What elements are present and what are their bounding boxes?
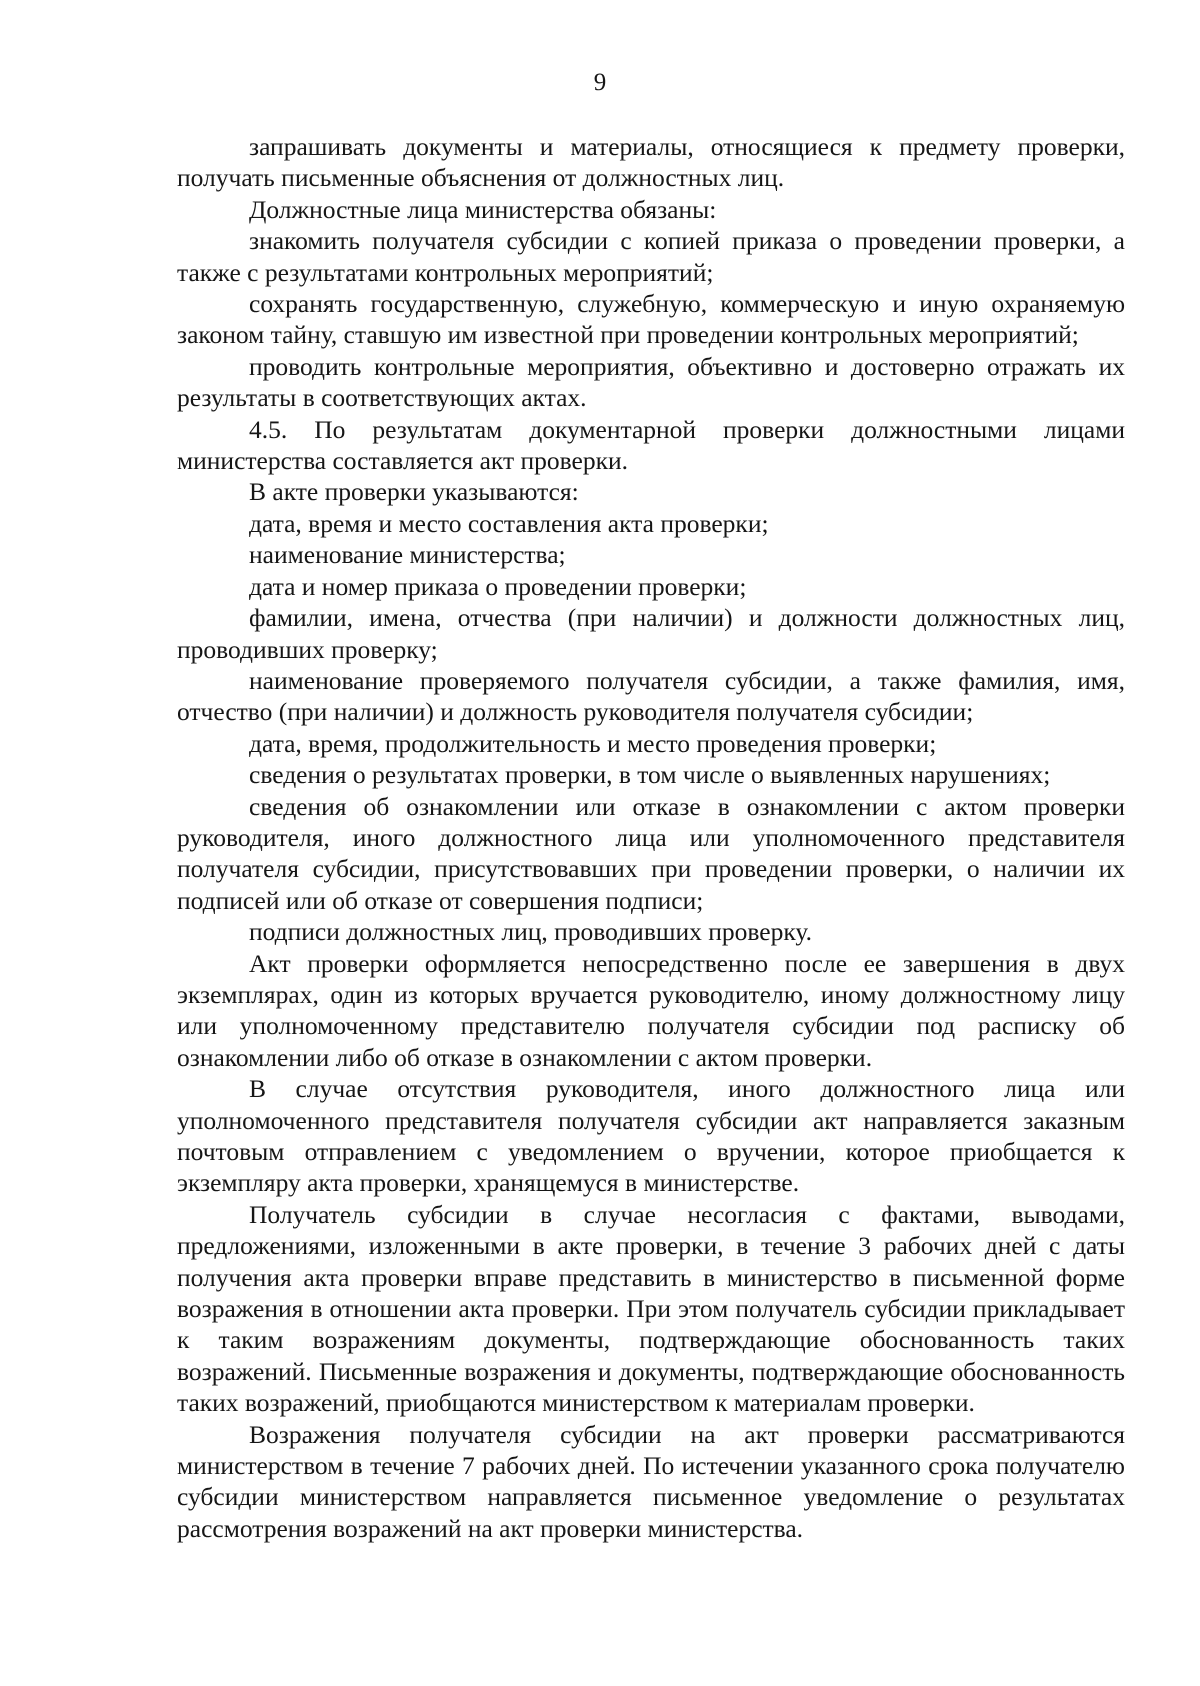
paragraph: дата, время и место составления акта проверки; — [249, 508, 769, 538]
paragraph: Акт проверки оформляется непосредственно после ее завершения в двух экземплярах, один из которых вручается руководителю, иному должностному лицу или уполномоченному представителю получателя субсидии под расписку об ознакомлении либо об отказе в ознакомлении с актом проверки. — [177, 948, 1125, 1072]
page-number: 9 — [593, 69, 607, 96]
paragraph: 4.5. По результатам документарной проверки должностными лицами министерства составляется акт проверки. — [177, 414, 1125, 476]
document-body — [177, 131, 1125, 1544]
paragraph: сведения об ознакомлении или отказе в ознакомлении с актом проверки руководителя, иного должностного лица или уполномоченного представителя получателя субсидии, присутствовавших при проведении проверки, о наличии их подписей или об отказе от совершения подписи; — [177, 791, 1125, 915]
paragraph: Получатель субсидии в случае несогласия с фактами, выводами, предложениями, изложенными в акте проверки, в течение 3 рабочих дней с даты получения акта проверки вправе представить в министерство в письменной форме возражения в отношении акта проверки. При этом получатель субсидии прикладывает к таким возражениям документы, подтверждающие обоснованность таких возражений. Письменные возражения и документы, подтверждающие обоснованность таких возражений, приобщаются министерством к материалам проверки. — [177, 1199, 1125, 1418]
paragraph: Возражения получателя субсидии на акт проверки рассматриваются министерством в течение 7 рабочих дней. По истечении указанного срока получателю субсидии министерством направляется письменное уведомление о результатах рассмотрения возражений на акт проверки министерства. — [177, 1419, 1125, 1543]
paragraph: наименование проверяемого получателя субсидии, а также фамилия, имя, отчество (при наличии) и должность руководителя получателя субсидии; — [177, 665, 1125, 727]
paragraph: В акте проверки указываются: — [249, 477, 579, 507]
paragraph: наименование министерства; — [249, 540, 566, 570]
paragraph: дата и номер приказа о проведении проверки; — [249, 571, 747, 601]
paragraph: сохранять государственную, служебную, коммерческую и иную охраняемую законом тайну, ставшую им известной при проведении контрольных мероприятий; — [177, 289, 1125, 350]
paragraph: запрашивать документы и материалы, относящиеся к предмету проверки, получать письменные объяснения от должностных лиц. — [177, 132, 1125, 193]
paragraph: дата, время, продолжительность и место проведения проверки; — [249, 728, 937, 758]
paragraph: проводить контрольные мероприятия, объективно и достоверно отражать их результаты в соответствующих актах. — [177, 351, 1125, 413]
paragraph: фамилии, имена, отчества (при наличии) и должности должностных лиц, проводивших проверку; — [177, 603, 1125, 664]
paragraph: Должностные лица министерства обязаны: — [249, 194, 717, 224]
paragraph: В случае отсутствия руководителя, иного должностного лица или уполномоченного представителя получателя субсидии акт направляется заказным почтовым отправлением с уведомлением о вручении, которое приобщается к экземпляру акта проверки, хранящемуся в министерстве. — [177, 1074, 1125, 1198]
paragraph: подписи должностных лиц, проводивших проверку. — [249, 917, 812, 947]
paragraph: сведения о результатах проверки, в том числе о выявленных нарушениях; — [249, 760, 1051, 790]
paragraph: знакомить получателя субсидии с копией приказа о проведении проверки, а также с результатами контрольных мероприятий; — [177, 226, 1125, 287]
